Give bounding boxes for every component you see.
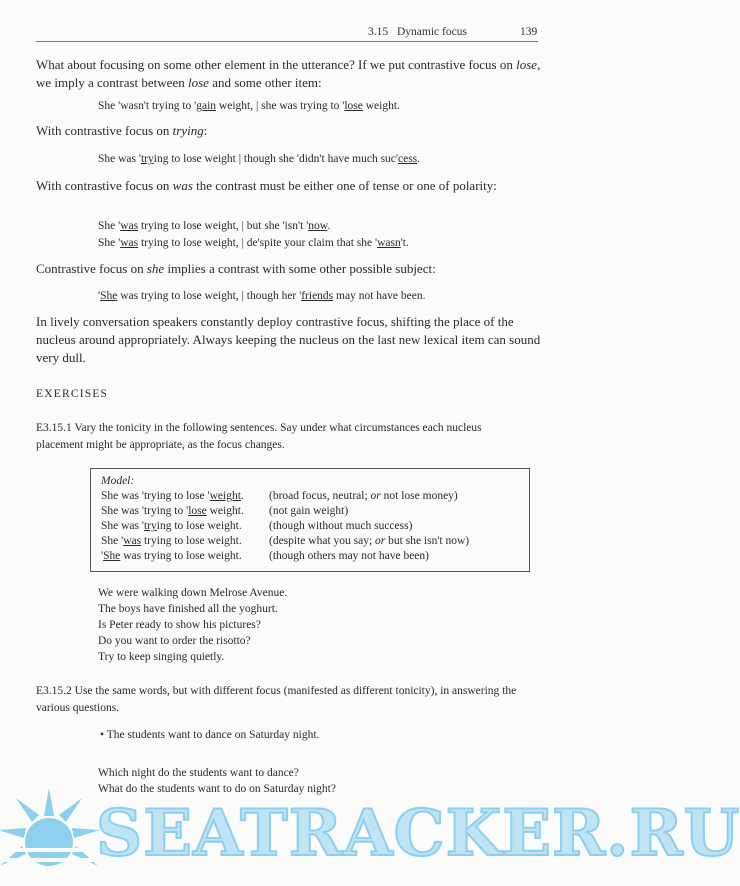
watermark-text: SEATRACKER.RU bbox=[96, 796, 740, 871]
model-title: Model: bbox=[101, 475, 135, 487]
label-she: Contrastive focus on she implies a contrast with some other possible subject: bbox=[36, 261, 436, 276]
practice-sentence: We were walking down Melrose Avenue. bbox=[98, 587, 288, 599]
question-item: What do the students want to do on Saturday night? bbox=[98, 783, 336, 795]
model-row: She was 'trying to 'lose weight. (not gain weight) bbox=[101, 505, 349, 517]
model-row: She was 'trying to lose 'weight. (broad focus, neutral; or not lose money) bbox=[101, 490, 458, 502]
model-row: She was 'trying to lose weight. (though without much success) bbox=[101, 520, 413, 532]
example-was-1: She 'was trying to lose weight, | but she 'isn't 'now. bbox=[98, 220, 331, 232]
exercise-e3-15-1: E3.15.1 Vary the tonicity in the following sentences. Say under what circumstances each nucleus placement might be appropriate, as the focus changes. bbox=[36, 422, 482, 451]
sunburst-icon bbox=[0, 786, 104, 886]
label-was: With contrastive focus on was the contrast must be either one of tense or one of polarity: bbox=[36, 178, 497, 193]
example-lose: She 'wasn't trying to 'gain weight, | she was trying to 'lose weight. bbox=[98, 100, 400, 112]
practice-sentence: The boys have finished all the yoghurt. bbox=[98, 603, 278, 615]
question-list bbox=[98, 765, 336, 797]
example-trying: She was 'trying to lose weight | though she 'didn't have much suc'cess. bbox=[98, 153, 421, 165]
model-row: She 'was trying to lose weight. (despite what you say; or but she isn't now) bbox=[101, 535, 470, 547]
practice-sentence: Is Peter ready to show his pictures? bbox=[98, 619, 261, 631]
question-item: Which night do the students want to dance? bbox=[98, 767, 299, 779]
example-was-2: She 'was trying to lose weight, | de'spite your claim that she 'wasn't. bbox=[98, 237, 409, 249]
running-header bbox=[368, 26, 538, 38]
lively-paragraph: In lively conversation speakers constantly deploy contrastive focus, shifting the place of the nucleus around appropriately. Always keeping the nucleus on the last new lexical item can sound very dull. bbox=[36, 314, 541, 365]
practice-sentence: Try to keep singing quietly. bbox=[98, 651, 225, 663]
bullet-sentence: • The students want to dance on Saturday night. bbox=[100, 729, 320, 741]
header-rule bbox=[36, 41, 538, 42]
section-title: Dynamic focus bbox=[397, 26, 467, 38]
page-number: 139 bbox=[520, 26, 538, 38]
model-box bbox=[90, 468, 530, 572]
intro-paragraph: What about focusing on some other element in the utterance? If we put contrastive focus on lose, we imply a contrast between lose and some other item: bbox=[36, 57, 541, 90]
exercises-heading: EXERCISES bbox=[36, 388, 109, 400]
exercise-e3-15-2: E3.15.2 Use the same words, but with different focus (manifested as different tonicity), in answering the various questions. bbox=[36, 685, 517, 714]
model-row: 'She was trying to lose weight. (though others may not have been) bbox=[101, 550, 429, 562]
practice-sentence: Do you want to order the risotto? bbox=[98, 635, 251, 647]
section-number: 3.15 bbox=[368, 26, 389, 38]
example-she: 'She was trying to lose weight, | though her 'friends may not have been. bbox=[98, 290, 426, 302]
label-trying: With contrastive focus on trying: bbox=[36, 123, 208, 138]
